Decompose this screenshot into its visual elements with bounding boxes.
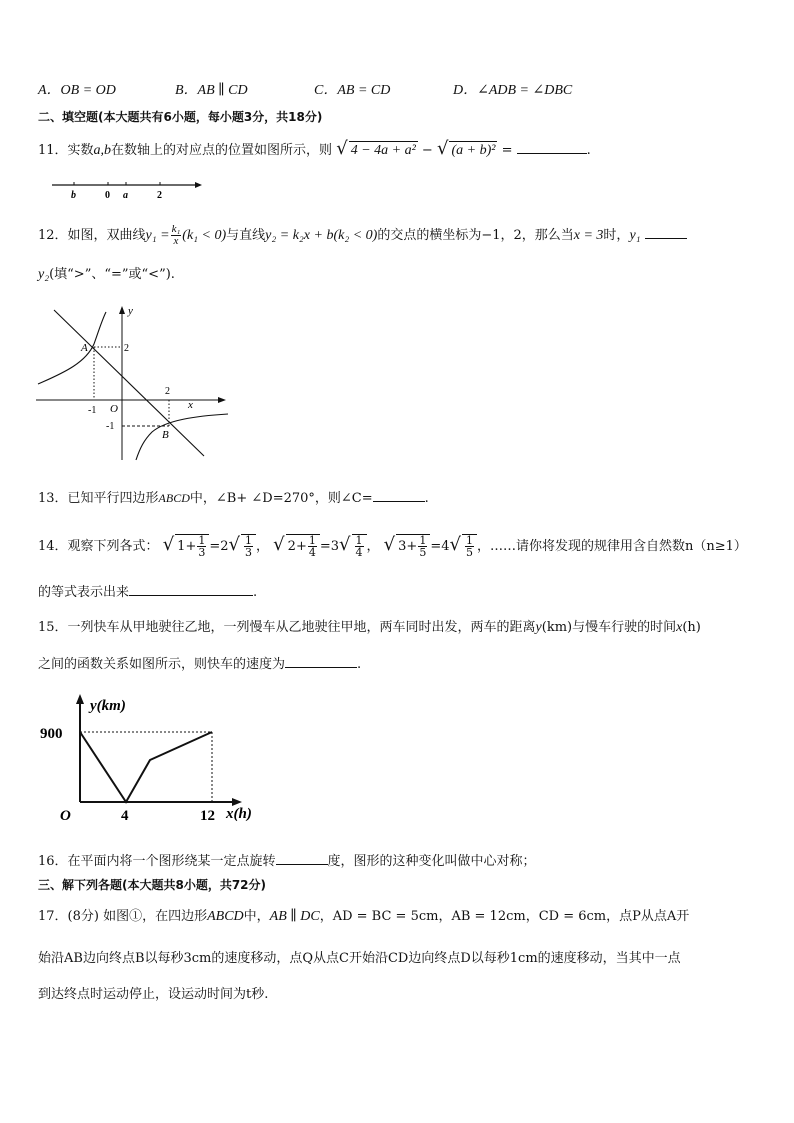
q14-f2-coef: 3 [330, 539, 340, 554]
x-arrow-icon [218, 397, 226, 403]
y-arrow-icon [76, 694, 84, 704]
q12-answer-blank [645, 225, 687, 239]
q13-end: . [424, 491, 429, 506]
question-16 [38, 851, 536, 871]
q14-f2-num: 1 [308, 534, 316, 547]
q15-end: . [357, 657, 362, 672]
q11-expr-1: 4 − 4a + a² [350, 143, 416, 158]
q13-cond: ∠B+ ∠D=270° [215, 491, 315, 506]
line-y2 [54, 310, 204, 456]
q15-h: (h) [682, 620, 701, 635]
q14-text-1: 14．观察下列各式： [38, 539, 159, 554]
q14-line2: 的等式表示出来 [38, 585, 130, 600]
q10-option-d: D．∠ADB = ∠DBC [453, 83, 573, 98]
question-17 [38, 908, 689, 926]
hyperbola-branch-upper [38, 312, 106, 384]
sqrt-icon: √ [273, 534, 285, 555]
tick-label-4: 4 [121, 808, 129, 824]
q12-x-cond: x = 3 [573, 228, 604, 243]
q14-f1-rnum: 1 [245, 534, 253, 547]
q14-f2-rnum: 1 [355, 534, 363, 547]
q14-f3-rden: 5 [466, 546, 473, 559]
q12-line-expr: y₂ = k₂x + b [265, 228, 334, 243]
origin-label: O [60, 808, 71, 824]
q14-f1-int: 1 [177, 539, 186, 554]
y-axis-label: y(km) [90, 698, 126, 714]
q14-formula-1: √ 1+ $\frac{1}{3}$ =2√ $\frac{1}{3}$ [163, 539, 256, 554]
origin-label: O [110, 403, 118, 415]
question-15-line-2 [38, 654, 361, 674]
q11-minus: − [421, 143, 433, 158]
q15-text-1: 15．一列快车从甲地驶往乙地，一列慢车从乙地驶往甲地，两车同时出发，两车的距离 [38, 620, 536, 635]
tick-label-900: 900 [40, 726, 63, 742]
q14-formula-3: √ 3+ $\frac{1}{5}$ =4√ $\frac{1}{5}$ [384, 539, 477, 554]
question-13 [38, 488, 429, 508]
q11-answer-blank [517, 140, 587, 154]
axis-label-a: a [123, 190, 128, 201]
q11-expr-2: (a + b)² [451, 143, 496, 158]
q17-conditions: ，AD = BC = 5cm，AB = 12cm，CD = 6cm，点P从点A开 [319, 909, 690, 924]
q11-number-line [52, 176, 212, 202]
q11-text-1: 11．实数 [38, 143, 94, 158]
q15-text-2: 与慢车行驶的时间 [572, 620, 677, 635]
q12-cond-2: (k₂ < 0) [333, 228, 378, 243]
q16-text-1: 16．在平面内将一个图形绕某一定点旋转 [38, 854, 276, 869]
x-arrow-icon [232, 798, 242, 806]
q14-f1-num: 1 [198, 534, 206, 547]
q13-abcd: ABCD [158, 491, 190, 505]
question-14: 14．观察下列各式： √ 1+ $\frac{1}{3}$ =2√ $\frac{1}{3}$ ， √ 2+ $\frac{1}{4}$ =3√ $\frac{1}{4}$ ， √ 3+ $\frac{1}{5}$ =4√ $\frac{1}{5}$ ，……请你将发现的规律用含自然数n（n≥1） [38, 534, 747, 559]
y-arrow-icon [119, 306, 125, 314]
x-axis-label: x(h) [226, 806, 252, 822]
q12-text-2: 与直线 [226, 228, 266, 243]
sqrt-icon: √ [383, 534, 396, 555]
axis-label-0: 0 [105, 190, 110, 201]
q12-y2: y₂ [38, 267, 50, 282]
tick-label-y-2: 2 [124, 343, 129, 354]
q12-cond-1: (k₁ < 0) [182, 228, 227, 243]
q14-end: . [253, 585, 258, 600]
q16-answer-blank [276, 851, 328, 865]
sqrt-icon: √ [449, 534, 461, 555]
q17-abcd: ABCD [207, 909, 244, 924]
question-12 [38, 224, 687, 247]
section-3-heading: 三、解下列各题(本大题共8小题，共72分) [38, 878, 267, 892]
x-axis-label: x [188, 399, 193, 411]
section-2-heading: 二、填空题(本大题共有6小题，每小题3分，共18分) [38, 110, 323, 124]
q14-f1-coef: 2 [220, 539, 229, 554]
q12-y1-label: y₁ = [145, 228, 170, 243]
tick-label-y-neg1: -1 [106, 421, 115, 432]
tick-label-x-neg1: -1 [88, 405, 97, 416]
q14-f2-int: 2 [287, 539, 296, 554]
q17-text-2: 中， [243, 909, 270, 924]
q15-x: x [676, 620, 683, 635]
q14-f3-rnum: 1 [466, 534, 473, 547]
q15-km: (km) [541, 620, 573, 635]
q10-options-row [38, 82, 758, 100]
question-14-line-2 [38, 582, 257, 602]
sqrt-icon: √ [336, 138, 348, 159]
q14-f1-rden: 3 [245, 546, 253, 559]
q17-text-1: 17．(8分) 如图①，在四边形 [38, 909, 208, 924]
q14-answer-blank [129, 582, 253, 596]
q14-f3-coef: 4 [441, 539, 450, 554]
q10-option-b: B．AB ∥ CD [175, 83, 248, 98]
q12-fraction-num: k₁ [171, 223, 181, 235]
q14-f3-den: 5 [419, 546, 427, 559]
q10-option-c: C．AB = CD [314, 83, 391, 98]
q15-y: y [535, 620, 542, 635]
q10-option-a: A．OB = OD [38, 83, 116, 98]
q13-text-1: 13．已知平行四边形 [38, 491, 159, 506]
q11-vars: a,b [93, 143, 112, 158]
q14-f2-rden: 4 [355, 546, 363, 559]
question-17-line-2: 始沿AB边向终点B以每秒3cm的速度移动，点Q从点C开始沿CD边向终点D以每秒1cm的速度移动，当其中一点 [38, 951, 681, 966]
q11-text-2: 在数轴上的对应点的位置如图所示，则 [111, 143, 333, 158]
tick-label-12: 12 [200, 808, 215, 824]
axis-label-2: 2 [157, 190, 162, 201]
distance-curve [80, 732, 212, 802]
question-17-line-3: 到达终点时运动停止，设运动时间为t秒. [38, 987, 269, 1002]
q17-parallel: AB ∥ DC [269, 909, 320, 924]
q13-answer-blank [373, 488, 425, 502]
q12-text-4: 时， [603, 228, 630, 243]
q15-graph [36, 690, 266, 830]
sqrt-icon: √ [228, 534, 241, 555]
q12-text-5: (填“>”、“=”或“<”). [49, 267, 175, 282]
q15-answer-blank [285, 654, 357, 668]
q14-text-2: ，……请你将发现的规律用含自然数n（n≥1） [477, 539, 747, 554]
q12-text-1: 12．如图，双曲线 [38, 228, 146, 243]
question-15 [38, 619, 701, 637]
point-b-label: B [162, 429, 169, 441]
q15-line2: 之间的函数关系如图所示，则快车的速度为 [38, 657, 286, 672]
q16-text-2: 度，图形的这种变化叫做中心对称； [327, 854, 536, 869]
point-a-label: A [81, 342, 88, 354]
q12-fraction [171, 224, 182, 247]
q11-equals: = [501, 143, 513, 158]
sqrt-icon: √ [162, 534, 175, 555]
axis-label-b: b [71, 190, 76, 201]
q12-text-3: 的交点的横坐标为−1，2，那么当 [377, 228, 574, 243]
q12-graph [36, 300, 236, 462]
arrow-icon [195, 182, 202, 188]
sqrt-icon: √ [339, 534, 351, 555]
q12-fraction-den: x [173, 235, 179, 247]
q14-f1-den: 3 [198, 546, 206, 559]
q13-text-3: ，则∠C= [314, 491, 373, 506]
q14-f3-int: 3 [398, 539, 407, 554]
q14-formula-2: √ 2+ $\frac{1}{4}$ =3√ $\frac{1}{4}$ [273, 539, 366, 554]
hyperbola-branch-lower [136, 414, 228, 460]
q11-end: . [586, 143, 591, 158]
q12-y1: y₁ [629, 228, 641, 243]
q14-f3-num: 1 [419, 534, 427, 547]
q13-text-2: 中， [189, 491, 216, 506]
question-11 [38, 140, 591, 160]
question-12-line-2 [38, 266, 175, 284]
q14-f2-den: 4 [308, 546, 316, 559]
sqrt-icon: √ [436, 138, 449, 159]
y-axis-label: y [128, 305, 133, 317]
tick-label-x-2: 2 [165, 386, 170, 397]
